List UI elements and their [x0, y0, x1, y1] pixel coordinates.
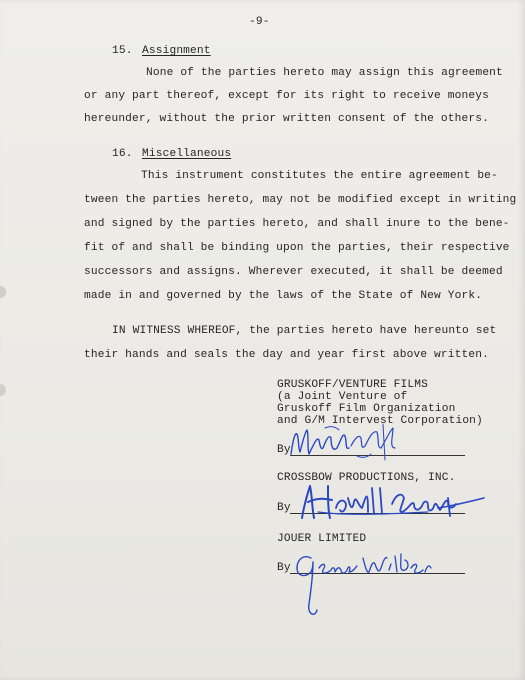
handwritten-signature [285, 546, 435, 626]
section-16-heading: Miscellaneous [142, 148, 232, 160]
section-16-line: tween the parties hereto, may not be modified except in writing [84, 194, 517, 206]
binding-hole [0, 286, 6, 298]
signature-by-label: By [277, 444, 291, 456]
signatory-name-line: GRUSKOFF/VENTURE FILMS [277, 379, 428, 391]
section-15-number: 15. [112, 45, 133, 57]
section-15-line: None of the parties hereto may assign this agreement [146, 67, 503, 79]
section-15-heading: Assignment [142, 45, 211, 57]
section-16-number: 16. [112, 148, 133, 160]
signature-by-label: By [277, 502, 291, 514]
handwritten-signature [285, 418, 415, 468]
section-16-line: and signed by the parties hereto, and shall inure to the bene- [84, 218, 510, 230]
section-15-line: hereunder, without the prior written consent of the others. [84, 113, 489, 125]
section-16-line: made in and governed by the laws of the State of New York. [84, 290, 483, 302]
signatory-name-line: and G/M Intervest Corporation) [277, 415, 483, 427]
page-number: -9- [249, 16, 270, 28]
section-16-line: fit of and shall be binding upon the parties, their respective [84, 242, 510, 254]
witness-line: their hands and seals the day and year first above written. [84, 349, 489, 361]
witness-line: IN WITNESS WHEREOF, the parties hereto have hereunto set [112, 325, 497, 337]
handwritten-signature [288, 478, 488, 526]
signature-by-label: By [277, 562, 291, 574]
section-16-line: This instrument constitutes the entire agreement be- [141, 170, 498, 182]
signatory-name-line: JOUER LIMITED [277, 533, 367, 545]
section-15-line: or any part thereof, except for its right to receive moneys [84, 90, 489, 102]
signatory-name-line: Gruskoff Film Organization [277, 403, 456, 415]
binding-hole [0, 384, 6, 396]
signatory-name-line: (a Joint Venture of [277, 391, 408, 403]
signatory-name-line: CROSSBOW PRODUCTIONS, INC. [277, 472, 456, 484]
section-16-line: successors and assigns. Wherever executed, it shall be deemed [84, 266, 503, 278]
